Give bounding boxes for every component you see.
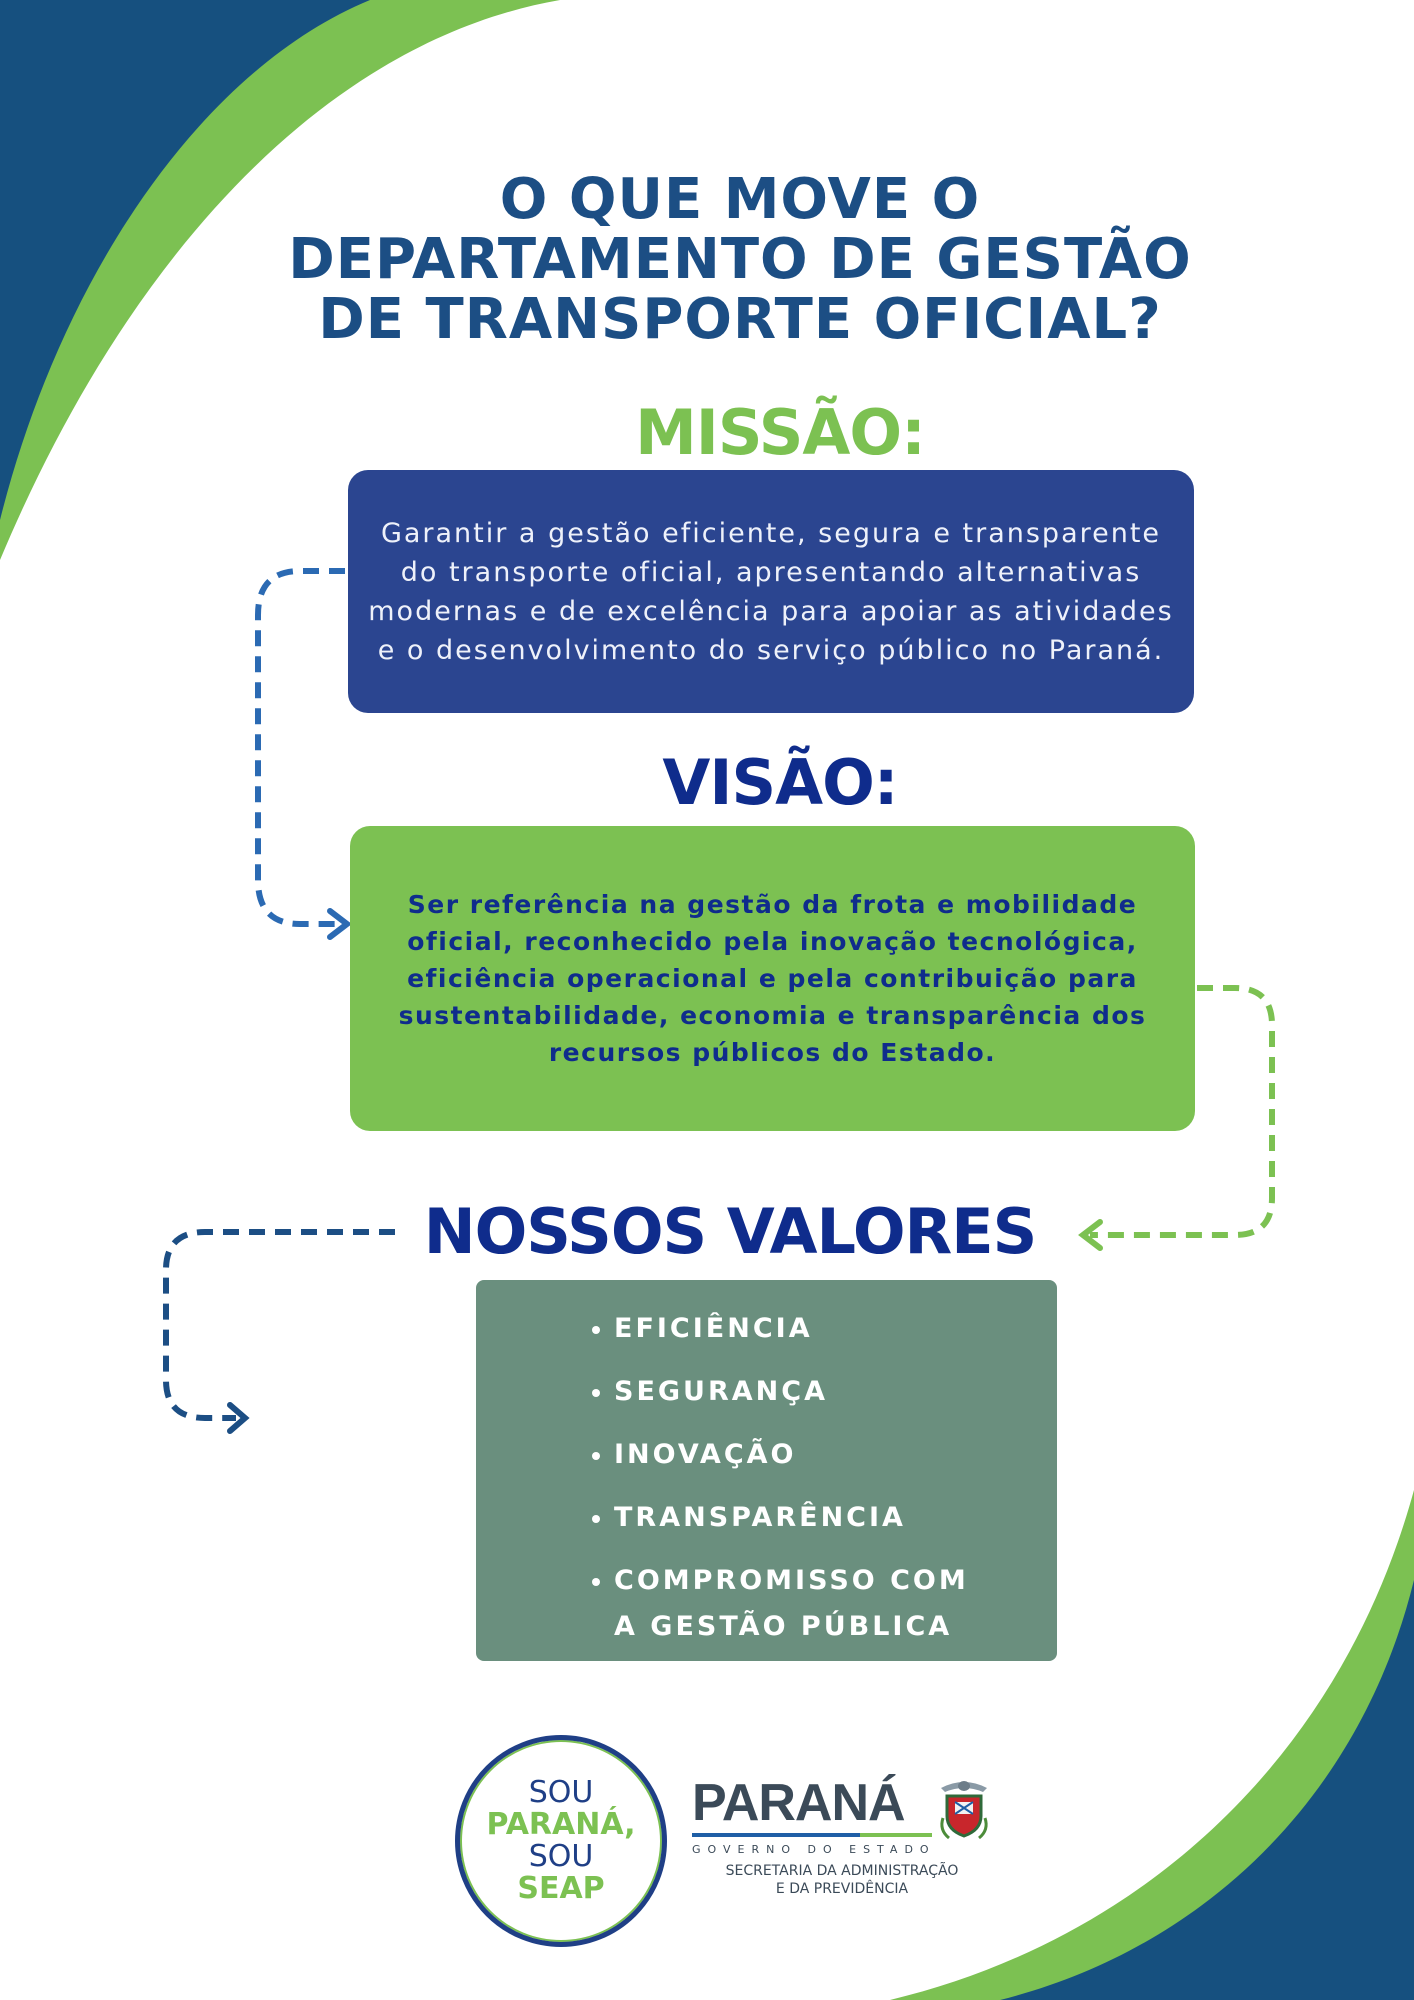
- state-crest-icon: [935, 1778, 993, 1842]
- valores-heading: NOSSOS VALORES: [423, 1195, 1037, 1268]
- valor-item: SEGURANÇA: [592, 1369, 1057, 1415]
- badge-line-2: PARANÁ,: [486, 1807, 636, 1842]
- valores-box: [476, 1280, 1057, 1661]
- missao-heading: MISSÃO:: [635, 396, 925, 469]
- government-name: PARANÁ: [692, 1774, 905, 1832]
- government-subtitle: GOVERNO DO ESTADO: [692, 1843, 936, 1856]
- valor-item: INOVAÇÃO: [592, 1432, 1057, 1478]
- government-underline: [692, 1833, 932, 1837]
- badge-line-4: SEAP: [517, 1871, 605, 1906]
- title-line-3: DE TRANSPORTE OFICIAL?: [318, 287, 1162, 352]
- title-line-2: DEPARTAMENTO DE GESTÃO: [288, 227, 1192, 292]
- missao-text: Garantir a gestão eficiente, segura e transparente do transporte oficial, apresentando alternativas modernas e de excelência para apoiar as atividades e o desenvolvimento do serviço público no Paraná.: [368, 517, 1174, 666]
- visao-text: Ser referência na gestão da frota e mobilidade oficial, reconhecido pela inovação tecnológica, eficiência operacional e pela contribuição para sustentabilidade, economia e transparência dos recursos públicos do Estado.: [398, 890, 1147, 1067]
- badge-line-3: SOU: [528, 1839, 594, 1874]
- missao-box: [348, 470, 1194, 713]
- title-line-1: O QUE MOVE O: [499, 167, 981, 232]
- secretaria-line-2: E DA PREVIDÊNCIA: [775, 1881, 909, 1897]
- valor-item: TRANSPARÊNCIA: [592, 1495, 1057, 1541]
- valor-item: COMPROMISSO COM A GESTÃO PÚBLICA: [592, 1558, 984, 1650]
- connector-valores-box: [166, 1232, 395, 1418]
- page-title: [180, 167, 1300, 352]
- visao-box: [350, 826, 1195, 1131]
- valores-list: [476, 1280, 1057, 1650]
- secretaria-line-1: SECRETARIA DA ADMINISTRAÇÃO: [725, 1863, 959, 1879]
- visao-heading: VISÃO:: [662, 746, 898, 819]
- sou-parana-sou-seap-badge: [455, 1735, 667, 1947]
- connector-missao-visao: [258, 571, 345, 924]
- valor-item: EFICIÊNCIA: [592, 1306, 1057, 1352]
- badge-line-1: SOU: [528, 1775, 594, 1810]
